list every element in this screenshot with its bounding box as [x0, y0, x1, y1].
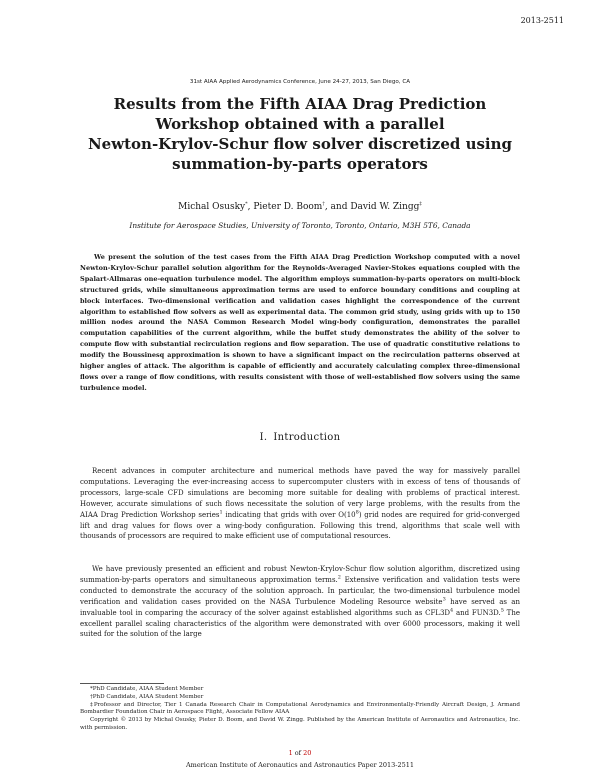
affiliation: Institute for Aerospace Studies, University of Toronto, Toronto, Ontario, M3H 5T6, Canada — [129, 221, 471, 230]
text-run: The excellent parallel scaling characteristics of the algorithm were demonstrated with over 6000 processors, making it well suited for the solution of the large — [80, 608, 520, 639]
page-of: of — [292, 749, 304, 757]
page-counter — [0, 749, 600, 757]
reference-link[interactable]: 5 — [500, 607, 504, 614]
author-3: David W. Zingg — [350, 202, 420, 212]
text-run: and FUN3D. — [453, 608, 501, 617]
author-list — [0, 202, 600, 212]
author-2: Pieter D. Boom — [253, 202, 323, 212]
total-pages-link[interactable]: 20 — [303, 749, 312, 757]
reference-link[interactable]: 2 — [337, 574, 341, 581]
text-run: indicating that grids with over O(10 — [222, 510, 356, 519]
intro-paragraph-1 — [80, 466, 520, 542]
paper-title — [60, 94, 540, 174]
reference-link[interactable]: 1 — [219, 509, 223, 516]
footnotes — [80, 686, 520, 733]
text-run: have served as an invaluable tool in comparing the accuracy of the solver against established algorithms such as CFL3D — [80, 597, 520, 617]
author-3-mark: ‡ — [419, 201, 422, 207]
text-run: ) grid nodes are required for grid-converged lift and drag values for flows over a wing-body configuration. Following this trend, algorithms that scale well with thousands of processors are required to make efficient use of computational resources. — [80, 510, 520, 541]
author-1-mark: * — [245, 201, 248, 207]
author-1: Michal Osusky — [178, 202, 246, 212]
title-line-2: Workshop obtained with a parallel — [155, 115, 445, 133]
text-run: Recent advances in computer architecture and numerical methods have paved the way for massively parallel computations. Leveraging the ever-increasing access to supercomputer clusters with in excess of tens of thousands of processors, large-scale CFD simulations are becoming more suitable for dealing with problems of practical interest. However, accurate simulations of such flows necessitate the solution of very large problems, with the results from the AIAA Drag Prediction Workshop series — [80, 467, 520, 519]
section-title: Introduction — [273, 432, 341, 443]
reference-link[interactable]: 4 — [450, 607, 454, 614]
title-line-4: summation-by-parts operators — [172, 155, 428, 173]
footnote-3: ‡Professor and Director, Tier 1 Canada Research Chair in Computational Aerodynamics and Environmentally-Friendly Aircraft Design, J. Armand Bombardier Foundation Chair in Aerospace Flight, Associate Fellow AIAA — [80, 701, 520, 716]
footnote-2: †PhD Candidate, AIAA Student Member — [90, 693, 204, 700]
intro-paragraph-2 — [80, 564, 520, 640]
conference-line: 31st AIAA Applied Aerodynamics Conference, June 24-27, 2013, San Diego, CA — [189, 79, 411, 85]
text-run: We have previously presented an efficient and robust Newton-Krylov-Schur flow solution algorithm, discretized using summation-by-parts operators and simultaneous approximation terms. — [80, 565, 520, 584]
author-separator: , and — [324, 202, 351, 212]
section-number: I. — [259, 432, 268, 443]
footnote-divider — [80, 683, 164, 684]
footnote-1: *PhD Candidate, AIAA Student Member — [90, 686, 204, 692]
paper-id: 2013-2511 — [520, 16, 564, 25]
page-footer: American Institute of Aeronautics and Astronautics Paper 2013-2511 — [185, 761, 415, 769]
abstract: We present the solution of the test cases from the Fifth AIAA Drag Prediction Workshop computed with a novel Newton-Krylov-Schur parallel solution algorithm for the Reynolds-Averaged Navier-Stokes equations coupled with the Spalart-Allmaras one-equation turbulence model. The algorithm employs summation-by-parts operators on multi-block structured grids, while simultaneous approximation terms are used to enforce boundary conditions and coupling at block interfaces. Two-dimensional verification and validation cases highlight the correspondence of the current algorithm to established flow solvers as well as experimental data. The common grid study, using grids with up to 150 million nodes around the NASA Common Research Model wing-body configuration, demonstrates the parallel computation capabilities of the current algorithm, while the buffet study demonstrates the ability of the solver to compute flow with substantial recirculation regions and flow separation. The use of quadratic constitutive relations to modify the Boussinesq approximation is shown to have a significant impact on the recirculation patterns observed at higher angles of attack. The algorithm is capable of efficiently and accurately calculating complex three-dimensional flows over a range of flow conditions, with results consistent with those of well-established flow solvers using the same turbulence model. — [80, 253, 520, 392]
text-run: Extensive verification and validation tests were conducted to demonstrate the accuracy of the solution approach. In particular, the two-dimensional turbulence model verification and validation cases provided on the NASA Turbulence Modeling Resource website — [80, 575, 521, 606]
author-2-mark: † — [322, 201, 325, 207]
title-line-1: Results from the Fifth AIAA Drag Prediction — [113, 95, 487, 113]
author-separator: , — [247, 202, 254, 212]
reference-link[interactable]: 3 — [442, 596, 446, 603]
exponent: 8 — [355, 509, 359, 516]
title-line-3: Newton-Krylov-Schur flow solver discretized using — [87, 135, 513, 153]
copyright-notice: Copyright © 2013 by Michal Osusky, Pieter D. Boom, and David W. Zingg. Published by the American Institute of Aeronautics and Astronautics, Inc. with permission. — [80, 717, 520, 731]
section-heading — [0, 432, 600, 443]
current-page[interactable]: 1 — [288, 749, 293, 757]
